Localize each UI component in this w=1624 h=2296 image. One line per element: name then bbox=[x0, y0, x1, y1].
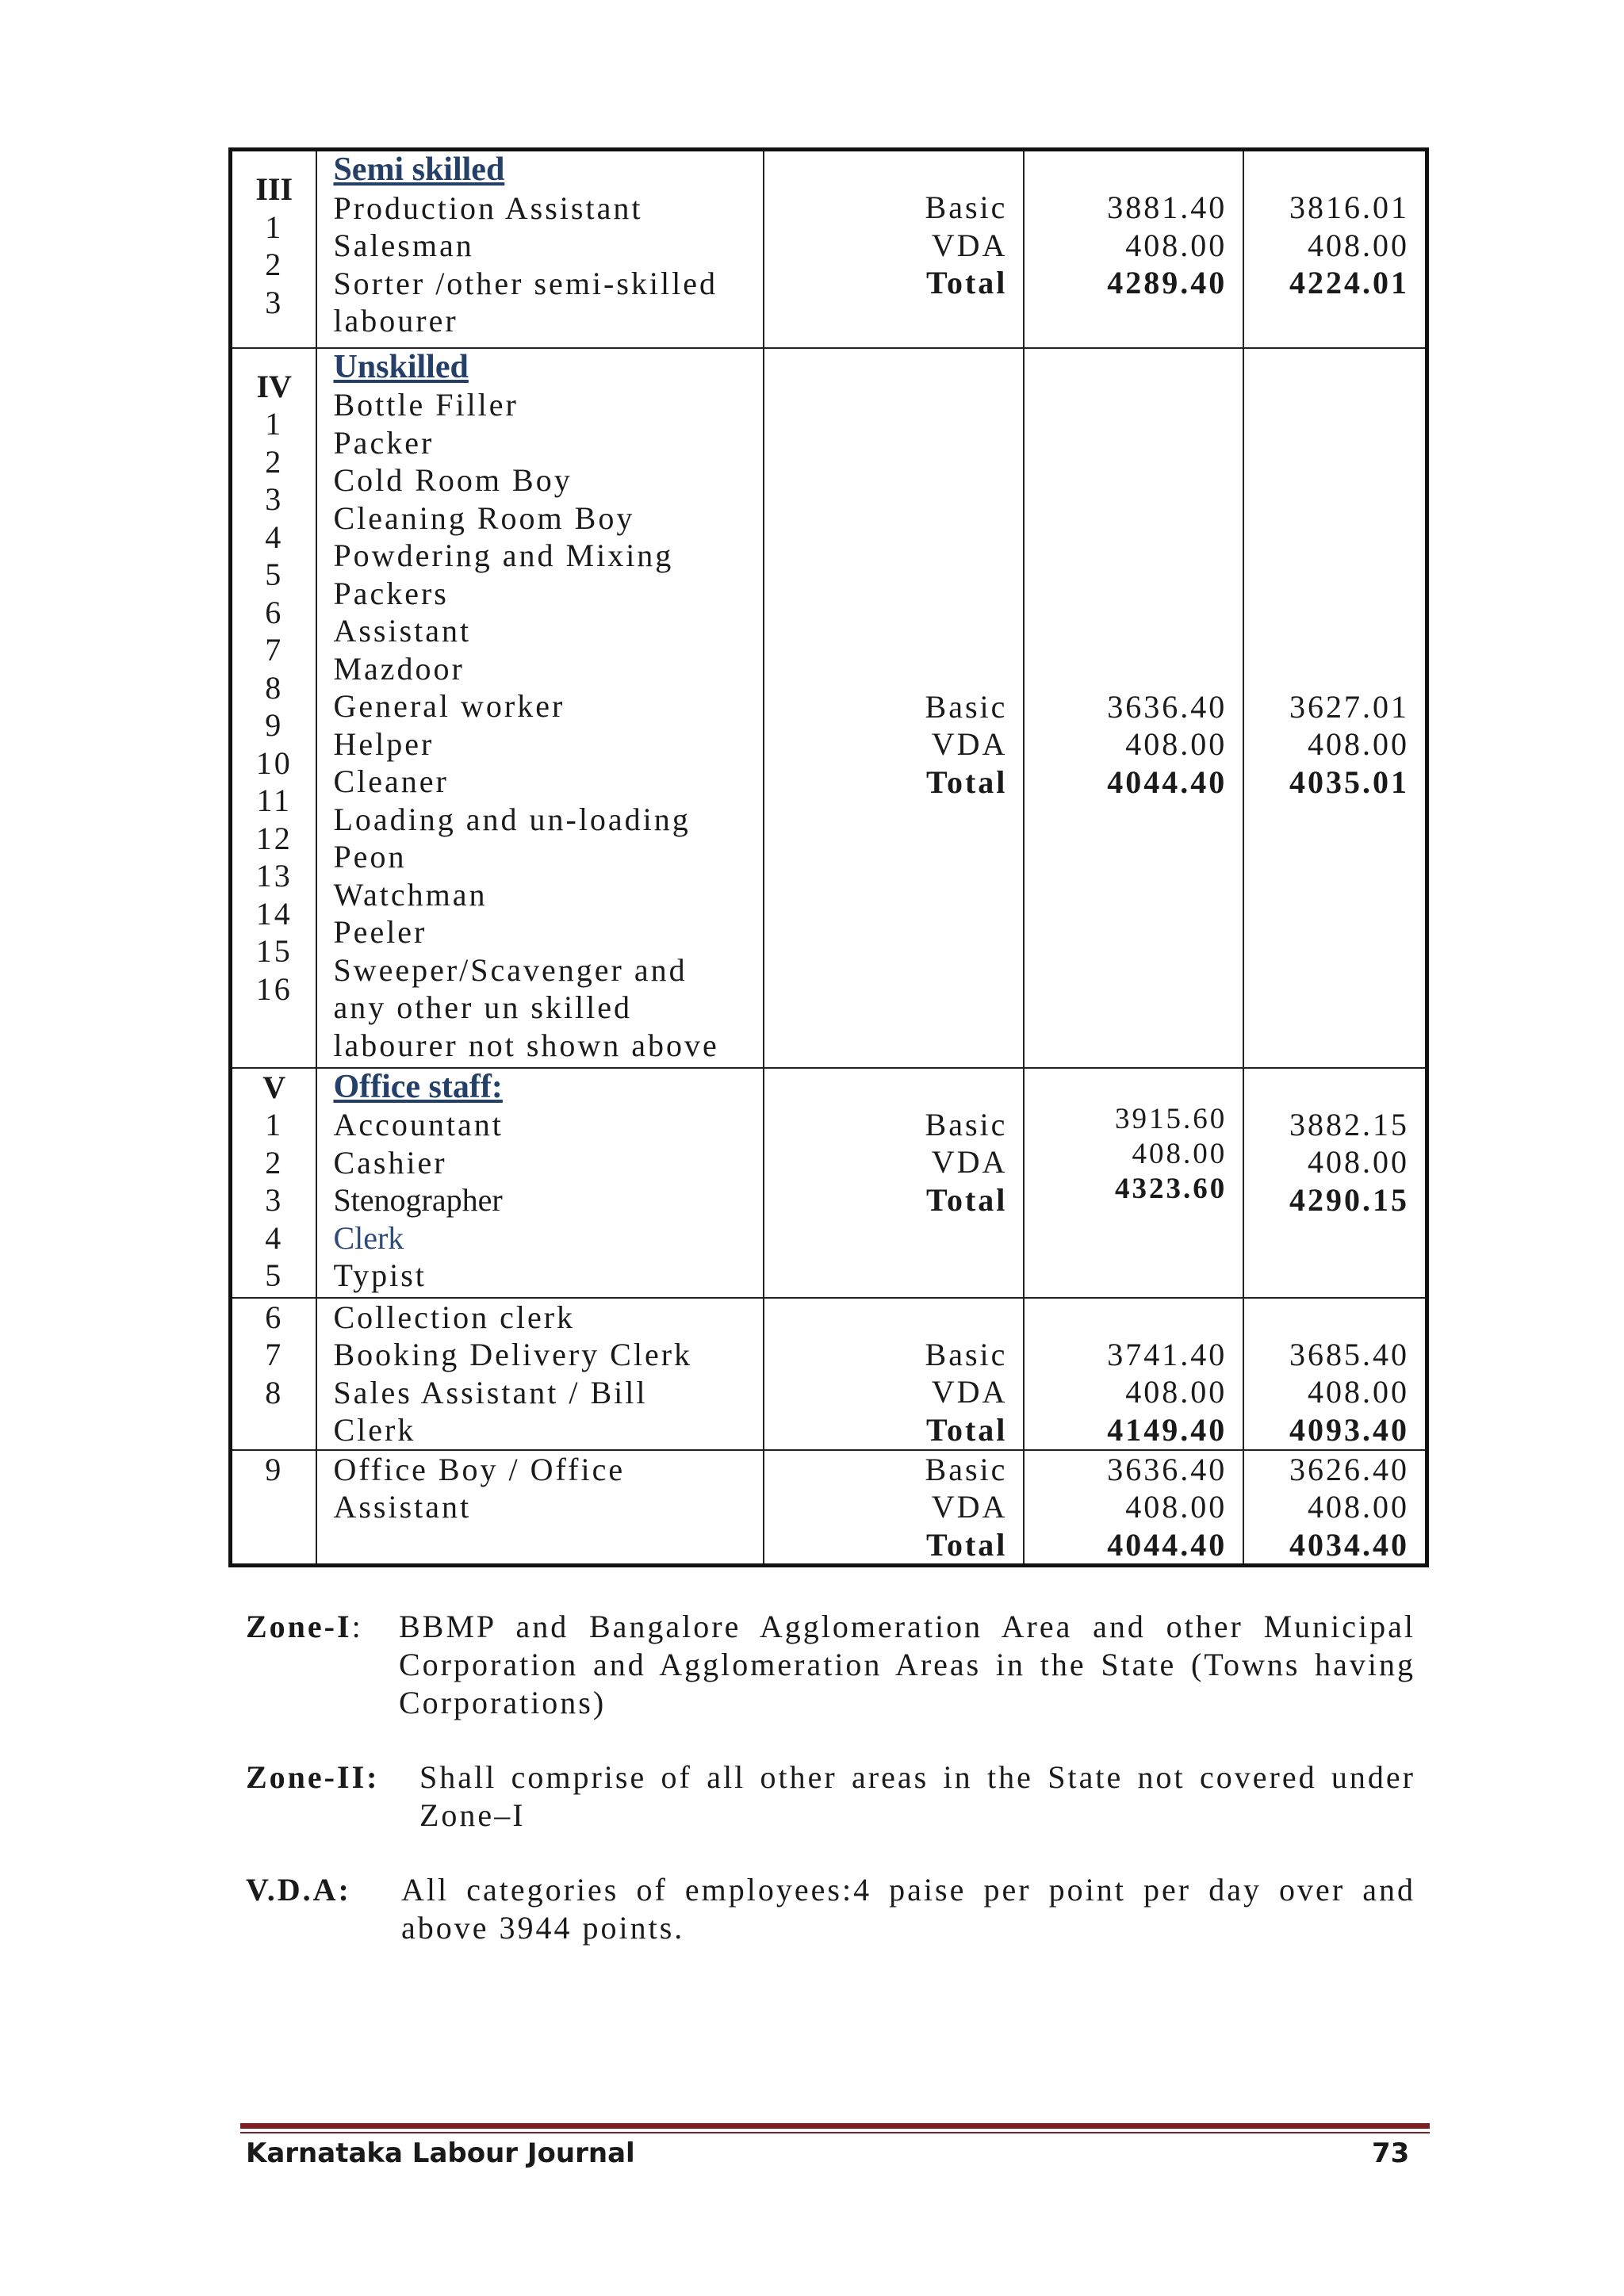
zone1-cell bbox=[1024, 1068, 1243, 1298]
zone1-value: 3741.40 bbox=[1107, 1336, 1228, 1372]
component-label: VDA bbox=[931, 1374, 1008, 1410]
component-cell bbox=[764, 1298, 1024, 1450]
table-row bbox=[231, 348, 1427, 1068]
note-text: Shall comprise of all other areas in the State not covered under Zone–I bbox=[419, 1759, 1415, 1833]
zone1-value: 3636.40 bbox=[1107, 1451, 1228, 1487]
list-item: Helper bbox=[333, 725, 435, 762]
page-number: 73 bbox=[1372, 2137, 1410, 2169]
component-label: Total bbox=[925, 1411, 1008, 1448]
component-label: Total bbox=[925, 1181, 1008, 1218]
serial-number: 6 bbox=[265, 1299, 284, 1335]
zone2-value: 408.00 bbox=[1308, 1489, 1409, 1525]
list-item: Packers bbox=[333, 575, 449, 611]
zone1-value: 3915.60 bbox=[1115, 1102, 1228, 1135]
serial-number: 2 bbox=[265, 443, 284, 480]
category-cell bbox=[316, 1068, 763, 1298]
serial-number: 9 bbox=[265, 707, 284, 743]
zone1-value: 4044.40 bbox=[1107, 763, 1228, 800]
component-label: Basic bbox=[925, 189, 1008, 225]
zone2-cell bbox=[1243, 348, 1427, 1068]
zone1-value: 4289.40 bbox=[1107, 265, 1228, 300]
zone1-value: 4044.40 bbox=[1107, 1526, 1228, 1563]
component-label: Basic bbox=[925, 688, 1008, 725]
section-roman: V bbox=[262, 1069, 286, 1105]
table-row bbox=[231, 150, 1427, 348]
list-item: Loading and un-loading bbox=[333, 801, 691, 837]
list-item: Clerk bbox=[333, 1412, 416, 1448]
footer-rule bbox=[240, 2123, 1430, 2129]
zone2-value: 408.00 bbox=[1308, 1144, 1409, 1180]
list-item: Bottle Filler bbox=[333, 387, 519, 423]
journal-name: Karnataka Labour Journal bbox=[246, 2137, 635, 2169]
footer-rule-thin bbox=[240, 2132, 1430, 2133]
zone2-value: 3627.01 bbox=[1289, 688, 1409, 725]
component-cell bbox=[764, 348, 1024, 1068]
note-label-text: Zone-I bbox=[246, 1609, 352, 1644]
zone2-cell bbox=[1243, 1298, 1427, 1450]
zone2-value: 3685.40 bbox=[1289, 1336, 1409, 1372]
table-row bbox=[231, 1068, 1427, 1298]
note-label bbox=[246, 1608, 363, 1646]
category-heading: Semi skilled bbox=[333, 151, 505, 188]
serial-number: 1 bbox=[265, 1107, 284, 1142]
zone2-value: 408.00 bbox=[1308, 227, 1409, 263]
component-label: VDA bbox=[931, 1144, 1008, 1180]
zone1-cell bbox=[1024, 1450, 1243, 1566]
serial-number: 7 bbox=[265, 1337, 284, 1372]
list-item: Booking Delivery Clerk bbox=[333, 1337, 693, 1372]
serial-number: 16 bbox=[255, 970, 293, 1007]
serial-cell bbox=[231, 1298, 317, 1450]
component-cell bbox=[764, 1068, 1024, 1298]
component-label: Total bbox=[925, 763, 1008, 800]
serial-number: 4 bbox=[265, 1219, 284, 1256]
zone1-value: 408.00 bbox=[1132, 1137, 1228, 1170]
serial-number: 10 bbox=[255, 744, 293, 781]
note-label: Zone-II: bbox=[246, 1759, 380, 1795]
list-item: General worker bbox=[333, 688, 565, 724]
serial-cell bbox=[231, 1068, 317, 1298]
serial-number: 2 bbox=[265, 247, 284, 282]
note-vda bbox=[246, 1871, 1424, 1950]
list-item: Typist bbox=[333, 1257, 427, 1293]
section-roman: III bbox=[255, 171, 293, 207]
category-cell bbox=[316, 1450, 763, 1566]
list-item: Stenographer bbox=[333, 1182, 503, 1218]
list-item: Office Boy / Office bbox=[333, 1451, 626, 1487]
zone1-value: 3881.40 bbox=[1107, 189, 1228, 225]
zone1-value: 408.00 bbox=[1125, 227, 1228, 263]
list-item: Clerk bbox=[333, 1219, 404, 1256]
zone1-cell bbox=[1024, 1298, 1243, 1450]
wage-table bbox=[228, 147, 1429, 1567]
note-text: All categories of employees:4 paise per point per day over and above 3944 points. bbox=[401, 1872, 1415, 1946]
category-heading: Office staff: bbox=[333, 1068, 503, 1105]
note-zone-1 bbox=[246, 1608, 1424, 1727]
serial-number: 8 bbox=[265, 669, 284, 706]
category-cell bbox=[316, 1298, 763, 1450]
note-zone-2 bbox=[246, 1758, 1424, 1838]
zone2-cell bbox=[1243, 1450, 1427, 1566]
serial-number: 13 bbox=[255, 858, 293, 894]
serial-number: 1 bbox=[265, 209, 284, 245]
list-item: Accountant bbox=[333, 1107, 504, 1142]
zone1-cell bbox=[1024, 348, 1243, 1068]
component-label: Total bbox=[925, 265, 1008, 300]
serial-number: 2 bbox=[265, 1144, 284, 1181]
zone1-cell bbox=[1024, 150, 1243, 348]
zone2-value: 4035.01 bbox=[1289, 763, 1409, 800]
serial-number: 7 bbox=[265, 632, 284, 668]
category-cell bbox=[316, 150, 763, 348]
zone2-value: 408.00 bbox=[1308, 726, 1409, 762]
list-item: Collection clerk bbox=[333, 1299, 576, 1335]
serial-number: 4 bbox=[265, 519, 284, 555]
serial-number: 11 bbox=[256, 783, 292, 818]
list-item: Peeler bbox=[333, 914, 427, 950]
list-item: Cold Room Boy bbox=[333, 462, 573, 498]
table-row bbox=[231, 1450, 1427, 1566]
component-label: VDA bbox=[931, 1489, 1008, 1525]
component-cell bbox=[764, 150, 1024, 348]
note-label: V.D.A: bbox=[246, 1872, 351, 1908]
serial-number: 3 bbox=[265, 284, 284, 320]
zone1-value: 408.00 bbox=[1125, 1489, 1228, 1525]
serial-number: 8 bbox=[265, 1374, 284, 1410]
list-item: Sweeper/Scavenger and bbox=[333, 951, 688, 988]
component-label: Basic bbox=[925, 1451, 1008, 1487]
zone2-value: 4290.15 bbox=[1289, 1181, 1409, 1218]
list-item: Production Assistant bbox=[333, 189, 643, 226]
serial-number: 3 bbox=[265, 1182, 284, 1218]
list-item: Sorter /other semi-skilled bbox=[333, 265, 718, 301]
list-item: Assistant bbox=[333, 613, 472, 649]
list-item: Watchman bbox=[333, 876, 488, 913]
list-item: labourer not shown above bbox=[333, 1027, 719, 1063]
serial-number: 6 bbox=[265, 594, 284, 630]
zone2-value: 4224.01 bbox=[1289, 265, 1409, 300]
list-item: Assistant bbox=[333, 1489, 472, 1525]
list-item: Packer bbox=[333, 424, 435, 461]
list-item: any other un skilled bbox=[333, 989, 633, 1025]
zone1-value: 4323.60 bbox=[1115, 1172, 1228, 1205]
note-text: BBMP and Bangalore Agglomeration Area and other Municipal Corporation and Agglomeration Areas in the State (Towns having Corporations) bbox=[399, 1609, 1415, 1720]
list-item: labourer bbox=[333, 303, 458, 339]
zone2-value: 3816.01 bbox=[1289, 189, 1409, 225]
serial-number: 5 bbox=[265, 1257, 284, 1293]
zone2-cell bbox=[1243, 1068, 1427, 1298]
zone2-value: 408.00 bbox=[1308, 1374, 1409, 1410]
component-label: Basic bbox=[925, 1336, 1008, 1372]
list-item: Mazdoor bbox=[333, 650, 465, 687]
component-label: VDA bbox=[931, 726, 1008, 762]
component-cell bbox=[764, 1450, 1024, 1566]
zone2-value: 4034.40 bbox=[1289, 1526, 1409, 1563]
zone2-cell bbox=[1243, 150, 1427, 348]
zone2-value: 3882.15 bbox=[1289, 1106, 1409, 1142]
serial-number: 1 bbox=[265, 406, 284, 442]
serial-cell bbox=[231, 150, 317, 348]
serial-cell bbox=[231, 348, 317, 1068]
component-label: Basic bbox=[925, 1106, 1008, 1142]
list-item: Cleaning Room Boy bbox=[333, 499, 635, 536]
serial-number: 15 bbox=[255, 933, 293, 969]
list-item: Powdering and Mixing bbox=[333, 538, 674, 573]
serial-cell bbox=[231, 1450, 317, 1566]
table-row bbox=[231, 1298, 1427, 1450]
serial-number: 3 bbox=[265, 481, 284, 517]
category-cell bbox=[316, 348, 763, 1068]
list-item: Peon bbox=[333, 839, 407, 874]
serial-number: 12 bbox=[255, 820, 293, 856]
serial-number: 5 bbox=[265, 557, 284, 592]
serial-number: 9 bbox=[265, 1451, 284, 1487]
category-heading: Unskilled bbox=[333, 348, 469, 385]
zone1-value: 408.00 bbox=[1125, 1374, 1228, 1410]
component-label: VDA bbox=[931, 227, 1008, 263]
zone1-value: 3636.40 bbox=[1107, 688, 1228, 725]
list-item: Cleaner bbox=[333, 763, 449, 799]
component-label: Total bbox=[925, 1526, 1008, 1563]
zone2-value: 3626.40 bbox=[1289, 1451, 1409, 1487]
zone1-value: 408.00 bbox=[1125, 726, 1228, 762]
list-item: Salesman bbox=[333, 228, 474, 263]
zone2-value: 4093.40 bbox=[1289, 1411, 1409, 1448]
section-roman: IV bbox=[256, 368, 292, 404]
list-item: Cashier bbox=[333, 1144, 447, 1181]
list-item: Sales Assistant / Bill bbox=[333, 1374, 648, 1410]
serial-number: 14 bbox=[255, 895, 293, 932]
zone1-value: 4149.40 bbox=[1107, 1411, 1228, 1448]
note-label-sep: : bbox=[351, 1609, 363, 1644]
